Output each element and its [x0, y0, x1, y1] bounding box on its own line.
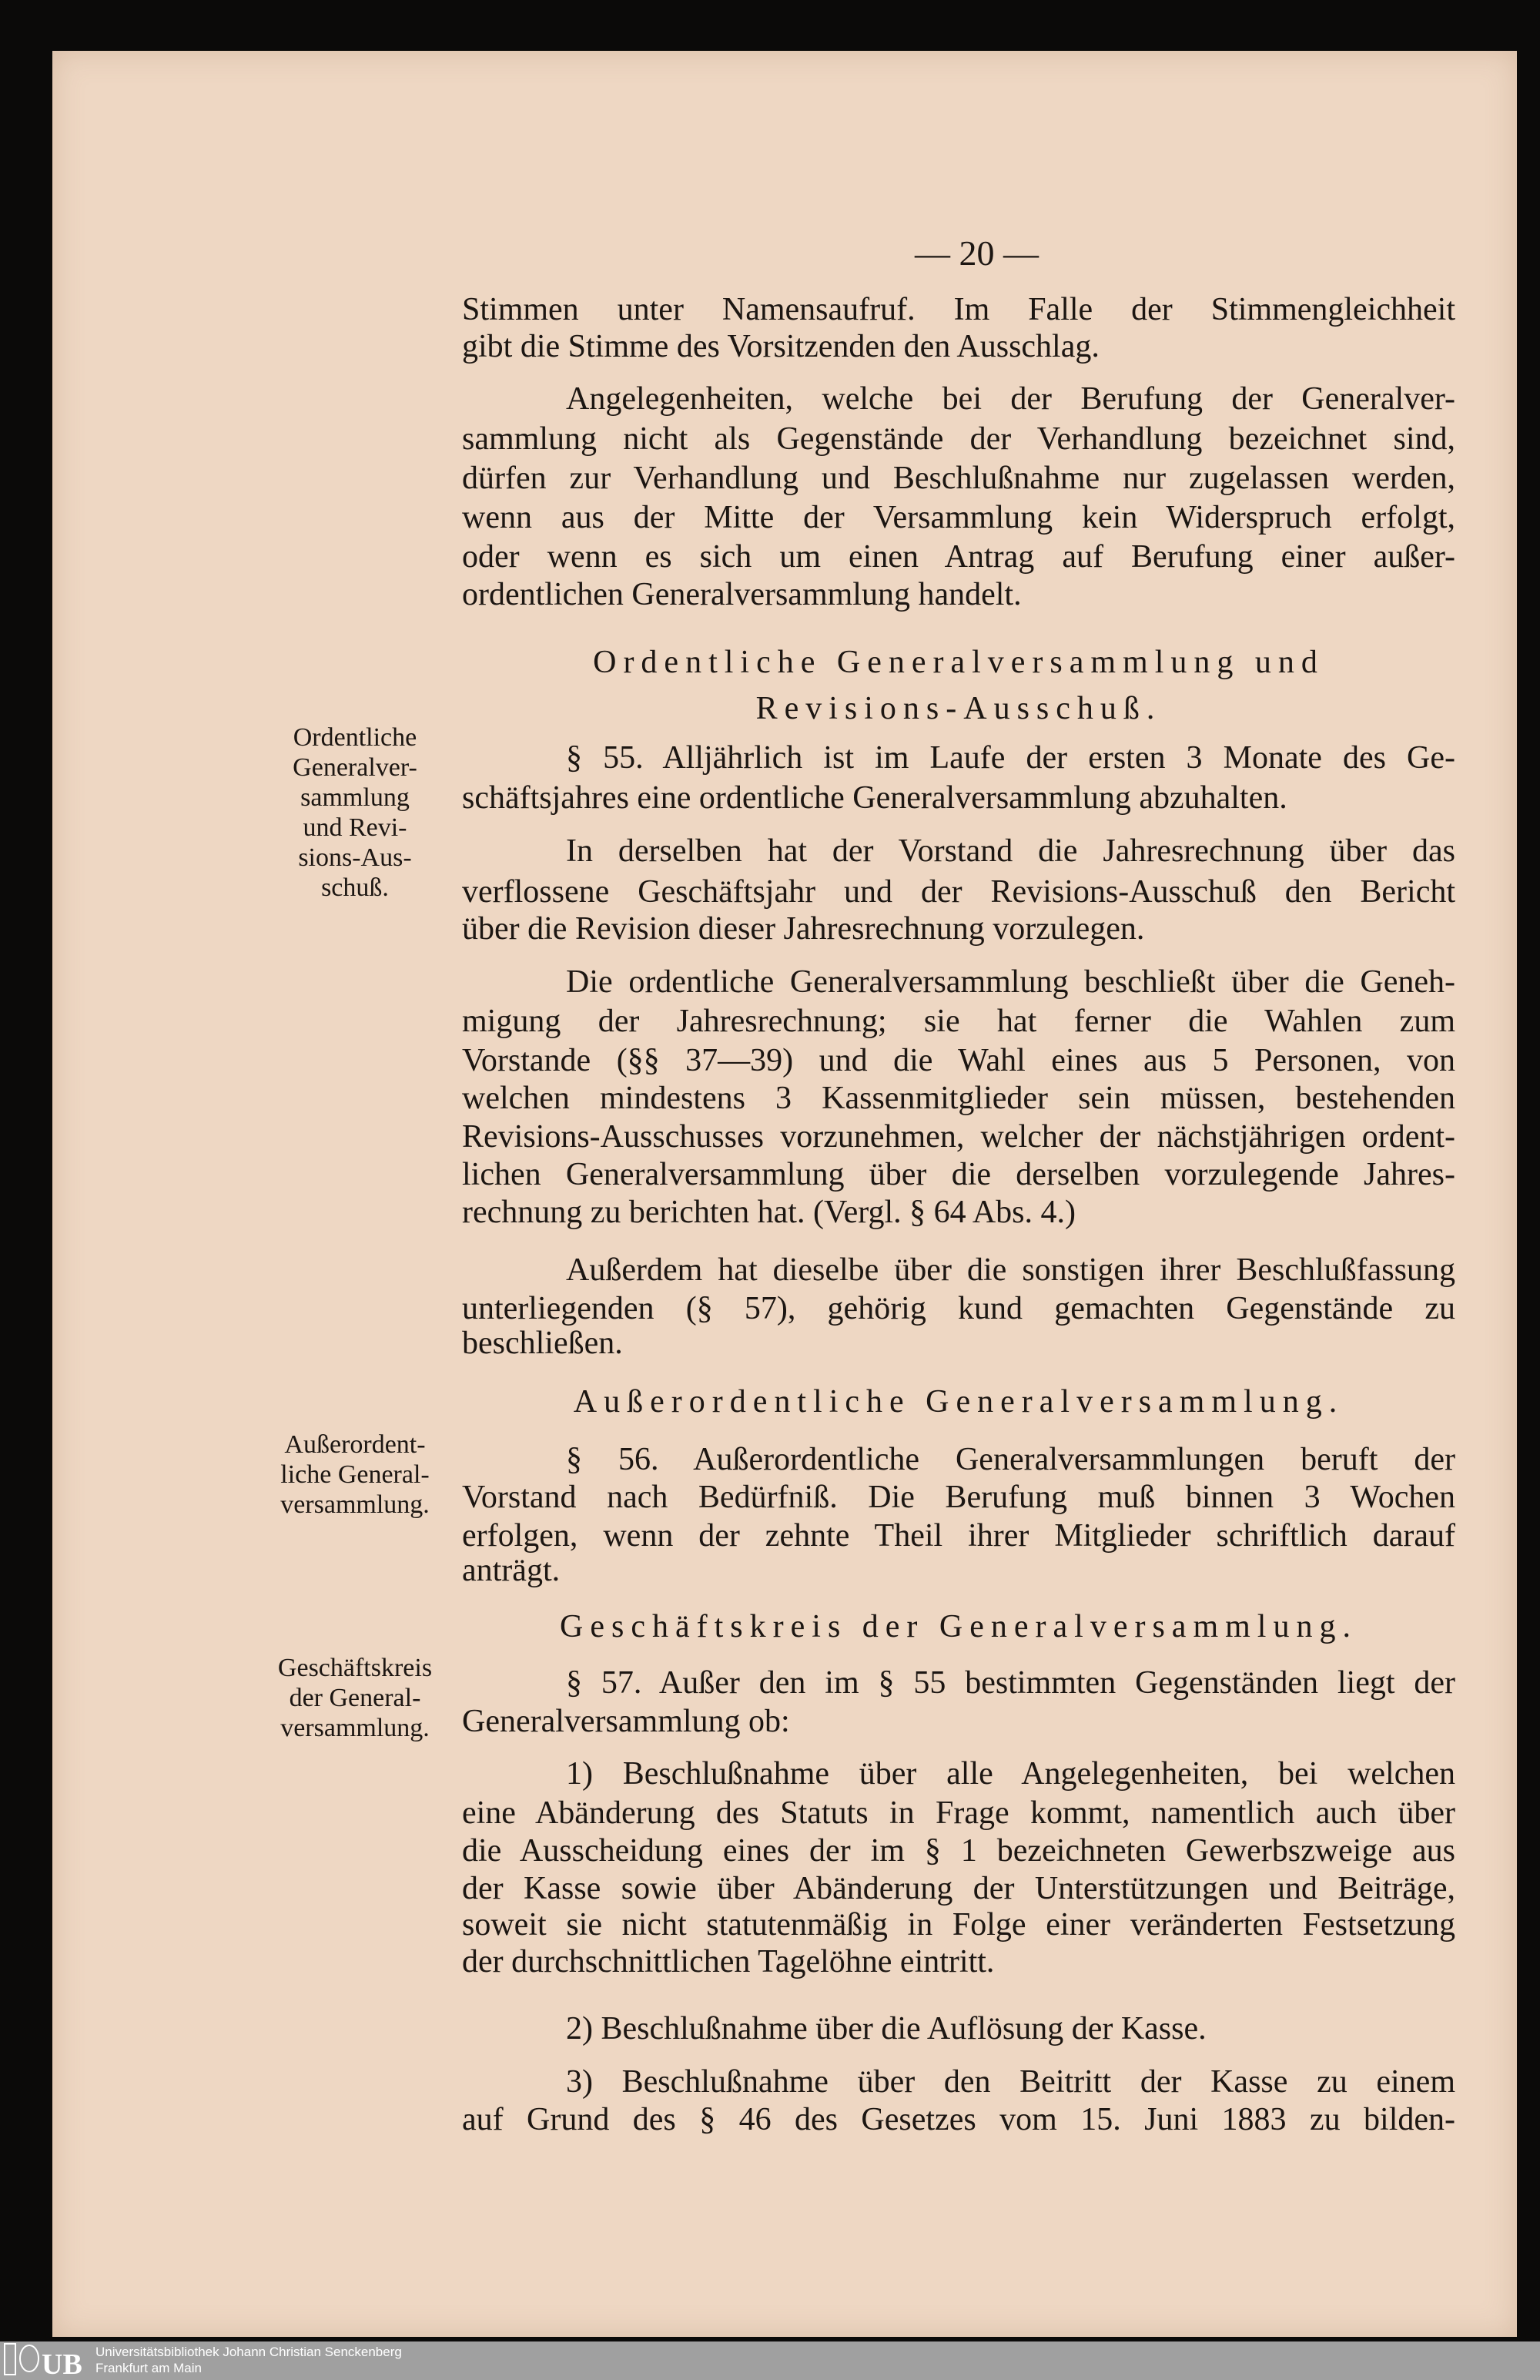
text-line: Stimmen unter Namensaufruf. Im Falle der Stimmengleichheit: [462, 292, 1455, 327]
section-heading: Geschäftskreis der Generalversammlung.: [560, 1609, 1358, 1644]
text-line: 3) Beschlußnahme über den Beitritt der Kasse zu einem: [566, 2064, 1455, 2100]
svg-text:UB: UB: [42, 2348, 82, 2377]
text-line: beschließen.: [462, 1326, 623, 1361]
text-line: rechnung zu berichten hat. (Vergl. § 64 Abs. 4.): [462, 1195, 1076, 1230]
footer-city: Frankfurt am Main: [95, 2361, 202, 2375]
text-line: Angelegenheiten, welche bei der Berufung der Generalver-: [566, 381, 1455, 417]
text-line: 1) Beschlußnahme über alle Angelegenheiten, bei welchen: [566, 1756, 1455, 1792]
text-line: § 56. Außerordentliche Generalversammlungen beruft der: [566, 1442, 1455, 1477]
margin-note-line: Geschäftskreis: [277, 1654, 433, 1682]
text-line: unterliegenden (§ 57), gehörig kund gemachten Gegenstände zu: [462, 1291, 1455, 1326]
text-line: anträgt.: [462, 1553, 561, 1588]
margin-note-line: Außerordent-: [284, 1430, 426, 1459]
text-line: welchen mindestens 3 Kassenmitglieder sein müssen, bestehenden: [462, 1081, 1455, 1116]
text-line: verflossene Geschäftsjahr und der Revisions-Ausschuß den Bericht: [462, 874, 1455, 910]
margin-note-line: der General-: [289, 1684, 421, 1712]
section-heading: Revisions-Ausschuß.: [755, 691, 1162, 726]
text-line: erfolgen, wenn der zehnte Theil ihrer Mitglieder schriftlich darauf: [462, 1518, 1455, 1554]
text-line: Generalversammlung ob:: [462, 1704, 790, 1739]
text-line: über die Revision dieser Jahresrechnung vorzulegen.: [462, 911, 1145, 947]
text-line: gibt die Stimme des Vorsitzenden den Ausschlag.: [462, 329, 1100, 364]
text-line: wenn aus der Mitte der Versammlung kein Widerspruch erfolgt,: [462, 500, 1455, 535]
margin-note-line: liche General-: [280, 1460, 430, 1489]
text-line: Vorstande (§§ 37—39) und die Wahl eines aus 5 Personen, von: [462, 1043, 1455, 1078]
margin-note-line: Ordentliche: [293, 723, 417, 752]
margin-note-line: sions-Aus-: [298, 843, 412, 872]
text-line: auf Grund des § 46 des Gesetzes vom 15. Juni 1883 zu bilden-: [462, 2102, 1455, 2137]
text-line: Die ordentliche Generalversammlung beschließt über die Geneh-: [566, 964, 1455, 1000]
margin-note: [259, 1653, 451, 1743]
text-line: eine Abänderung des Statuts in Frage kommt, namentlich auch über: [462, 1795, 1455, 1831]
margin-note-line: und Revi-: [303, 813, 407, 842]
margin-note-line: Generalver-: [293, 753, 417, 782]
text-line: soweit sie nicht statutenmäßig in Folge einer veränderten Festsetzung: [462, 1907, 1455, 1943]
margin-note-line: versammlung.: [280, 1490, 430, 1519]
page-number: — 20 —: [915, 233, 1039, 273]
library-footer: [0, 2341, 1540, 2380]
footer-institution: Universitätsbibliothek Johann Christian Senckenberg: [95, 2345, 402, 2359]
margin-note-line: schuß.: [321, 873, 389, 902]
text-line: Außerdem hat dieselbe über die sonstigen ihrer Beschlußfassung: [566, 1252, 1455, 1288]
text-line: der durchschnittlichen Tagelöhne eintritt.: [462, 1944, 995, 1979]
text-line: dürfen zur Verhandlung und Beschlußnahme nur zugelassen werden,: [462, 461, 1455, 496]
section-heading: Außerordentliche Generalversammlung.: [573, 1384, 1344, 1420]
text-line: § 57. Außer den im § 55 bestimmten Gegenständen liegt der: [566, 1665, 1455, 1701]
text-line: schäftsjahres eine ordentliche Generalversammlung abzuhalten.: [462, 780, 1287, 816]
text-line: Vorstand nach Bedürfniß. Die Berufung muß binnen 3 Wochen: [462, 1480, 1455, 1515]
document-page: [52, 51, 1517, 2337]
text-line: oder wenn es sich um einen Antrag auf Berufung einer außer-: [462, 539, 1455, 575]
library-logo-icon: [3, 2341, 86, 2377]
text-line: Revisions-Ausschusses vorzunehmen, welcher der nächstjährigen ordent-: [462, 1119, 1455, 1155]
text-line: lichen Generalversammlung über die derselben vorzulegende Jahres-: [462, 1157, 1455, 1192]
text-line: 2) Beschlußnahme über die Auflösung der Kasse.: [566, 2011, 1207, 2046]
text-line: § 55. Alljährlich ist im Laufe der ersten 3 Monate des Ge-: [566, 740, 1455, 776]
text-line: In derselben hat der Vorstand die Jahresrechnung über das: [566, 833, 1455, 869]
text-line: die Ausscheidung eines der im § 1 bezeichneten Gewerbszweige aus: [462, 1833, 1455, 1869]
text-line: sammlung nicht als Gegenstände der Verhandlung bezeichnet sind,: [462, 421, 1455, 457]
margin-note-line: versammlung.: [280, 1714, 430, 1742]
section-heading: Ordentliche Generalversammlung und: [593, 645, 1324, 680]
margin-note: [259, 1430, 451, 1520]
text-line: migung der Jahresrechnung; sie hat ferner die Wahlen zum: [462, 1004, 1455, 1039]
text-line: ordentlichen Generalversammlung handelt.: [462, 577, 1022, 612]
margin-note: [259, 722, 451, 903]
margin-note-line: sammlung: [300, 783, 410, 812]
text-line: der Kasse sowie über Abänderung der Unterstützungen und Beiträge,: [462, 1871, 1455, 1906]
